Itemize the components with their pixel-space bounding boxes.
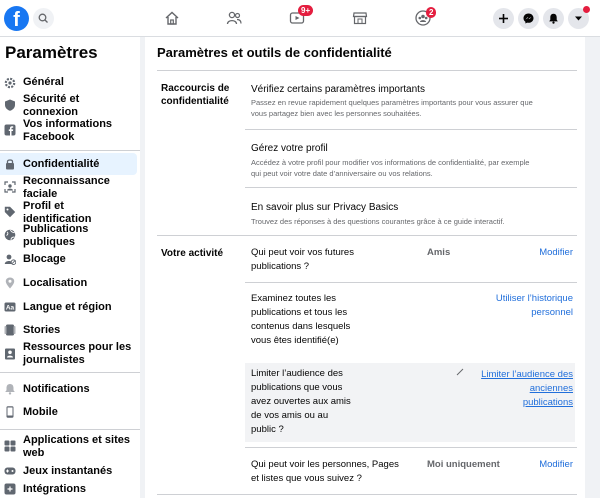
sidebar-item-label: Langue et région [23,301,112,313]
sidebar-item-language-region[interactable] [0,301,137,315]
sidebar-item-security[interactable] [0,93,137,119]
nav-marketplace[interactable] [345,5,375,32]
sidebar-item-label: Stories [23,324,61,336]
sidebar-item-label: Général [23,76,64,88]
sidebar-item-facebook-info[interactable] [0,118,137,144]
sidebar-item-label: Mobile [23,406,58,418]
stories-icon [4,324,16,336]
sidebar-item-apps-websites[interactable] [0,434,137,460]
sidebar-divider [0,150,140,151]
sidebar-item-label: Sécurité et connexion [23,93,80,118]
messenger-button[interactable] [518,8,539,29]
shortcut-title[interactable]: Gérez votre profil [251,143,328,154]
caret-down-icon [573,13,584,24]
globe-icon [4,229,16,241]
activity-question: et listes que vous suivez ? [251,473,362,484]
sidebar-item-label: Notifications [23,383,90,395]
sidebar-item-blocking[interactable] [0,253,137,267]
activity-question: Qui peut voir vos futures [251,247,354,258]
face-icon [4,181,16,193]
gear-icon [4,77,16,89]
activity-question: publications ? [251,261,310,272]
shortcut-title[interactable]: En savoir plus sur Privacy Basics [251,202,399,213]
section-divider [157,235,577,236]
svg-text:Aa: Aa [5,304,15,312]
sidebar-item-label: Ressources pour les journalistes [23,341,132,366]
nav-groups[interactable] [408,5,438,32]
sidebar-item-notifications[interactable] [0,383,137,397]
sidebar-item-location[interactable] [0,277,137,291]
activity-question: vous êtes identifié(e) [251,335,339,346]
activity-question: Examinez toutes les [251,293,337,304]
sidebar-item-label: Jeux instantanés [23,465,113,477]
tag-icon [4,206,16,218]
nav-watch[interactable] [282,5,312,32]
shortcut-description: Passez en revue rapidement quelques paramètres importants pour vous assurer que [251,98,533,107]
shortcut-divider [245,187,577,188]
search-icon [33,8,54,29]
shortcuts-section-label: Raccourcis de [161,83,230,94]
video-notification-badge: 9+ [298,5,313,16]
block-icon [4,253,16,265]
sidebar-item-instant-games[interactable] [0,465,137,479]
nav-friends[interactable] [219,5,249,32]
page-title: Paramètres et outils de confidentialité [157,45,392,60]
activity-question: Qui peut voir les personnes, Pages [251,459,399,470]
sidebar-divider [0,372,140,373]
activity-question: Limiter l’audience des [251,368,343,379]
activity-question: publications et tous les [251,307,348,318]
shortcut-divider [245,129,577,130]
sidebar-divider [0,429,140,430]
top-navigation-bar [0,0,600,37]
activity-log-link-text[interactable]: personnel [531,307,573,318]
activity-current-value: Amis [427,247,451,258]
bell-icon [4,383,16,395]
sidebar-item-public-posts[interactable] [0,223,137,249]
sidebar-item-label: Vos informations Facebook [23,118,113,143]
activity-question: publications que vous [251,382,343,393]
title-divider [157,70,577,71]
privacy-settings-panel [145,37,585,498]
nav-home[interactable] [157,5,187,32]
friends-icon [226,10,242,26]
apps-icon [4,440,16,452]
sidebar-item-face-recognition[interactable] [0,175,137,201]
limit-past-posts-link-text[interactable]: Limiter l’audience des [481,369,573,380]
games-icon [4,465,16,477]
shortcuts-section-label: confidentialité [161,96,229,107]
sidebar-item-label: Blocage [23,253,66,265]
sidebar-item-general[interactable] [0,76,137,90]
messenger-icon [523,13,534,24]
row-divider [245,447,577,448]
activity-log-link-text[interactable]: Utiliser l’historique [495,293,573,304]
location-icon [4,277,16,289]
section-divider [157,494,577,495]
account-menu-button[interactable] [568,8,589,29]
activity-question: avez ouvertes aux amis [251,396,351,407]
facebook-icon [4,124,16,136]
settings-sidebar [0,37,140,498]
phone-icon [4,406,16,418]
shield-icon [4,99,16,111]
home-icon [164,10,180,26]
sidebar-item-label: Profil et identification [23,200,92,225]
account-alert-dot [583,6,590,13]
sidebar-item-label: Applications et sites web [23,434,130,459]
search-button[interactable] [33,8,54,29]
sidebar-item-mobile[interactable] [0,406,137,420]
bell-icon [548,13,559,24]
sidebar-item-label: Publications publiques [23,223,89,248]
limit-past-posts-link-text[interactable]: anciennes [529,383,573,394]
facebook-logo[interactable]: f [4,6,29,31]
sidebar-item-label: Intégrations [23,483,86,495]
shortcut-description: Trouvez des réponses à des questions courantes grâce à ce guide interactif. [251,217,505,226]
integrations-icon [4,483,16,495]
activity-question: contenus dans lesquels [251,321,351,332]
limit-past-posts-link-text[interactable]: publications [522,397,573,408]
activity-current-value: Moi uniquement [427,459,500,470]
lock-icon [4,158,16,170]
activity-question: de vos amis ou au [251,410,329,421]
edit-link[interactable]: Modifier [539,459,573,470]
marketplace-icon [352,10,368,26]
create-button[interactable] [493,8,514,29]
shortcut-description: Accédez à votre profil pour modifier vos informations de confidentialité, par exemple [251,158,530,167]
sidebar-item-integrations[interactable] [0,483,137,497]
sidebar-item-label: Localisation [23,277,88,289]
sidebar-item-privacy[interactable] [0,153,137,175]
language-icon [4,301,16,313]
shortcut-description: qui peut voir votre date d’anniversaire ou vos relations. [251,169,433,178]
row-divider [245,282,577,283]
groups-notification-badge: 2 [426,7,436,18]
plus-icon [498,13,509,24]
sidebar-item-journalist-resources[interactable] [0,341,137,367]
activity-question: public ? [251,424,284,435]
shortcut-description: vous partagez bien avec les personnes souhaitées. [251,109,422,118]
sidebar-title: Paramètres [5,43,98,62]
sidebar-item-label: Reconnaissance faciale [23,175,110,200]
journalist-icon [4,348,16,360]
shortcut-title[interactable]: Vérifiez certains paramètres importants [251,84,425,95]
notifications-button[interactable] [543,8,564,29]
edit-link[interactable]: Modifier [539,247,573,258]
sidebar-item-label: Confidentialité [23,158,100,170]
activity-section-label: Votre activité [161,248,224,259]
pencil-icon [456,368,464,376]
sidebar-item-stories[interactable] [0,324,137,338]
